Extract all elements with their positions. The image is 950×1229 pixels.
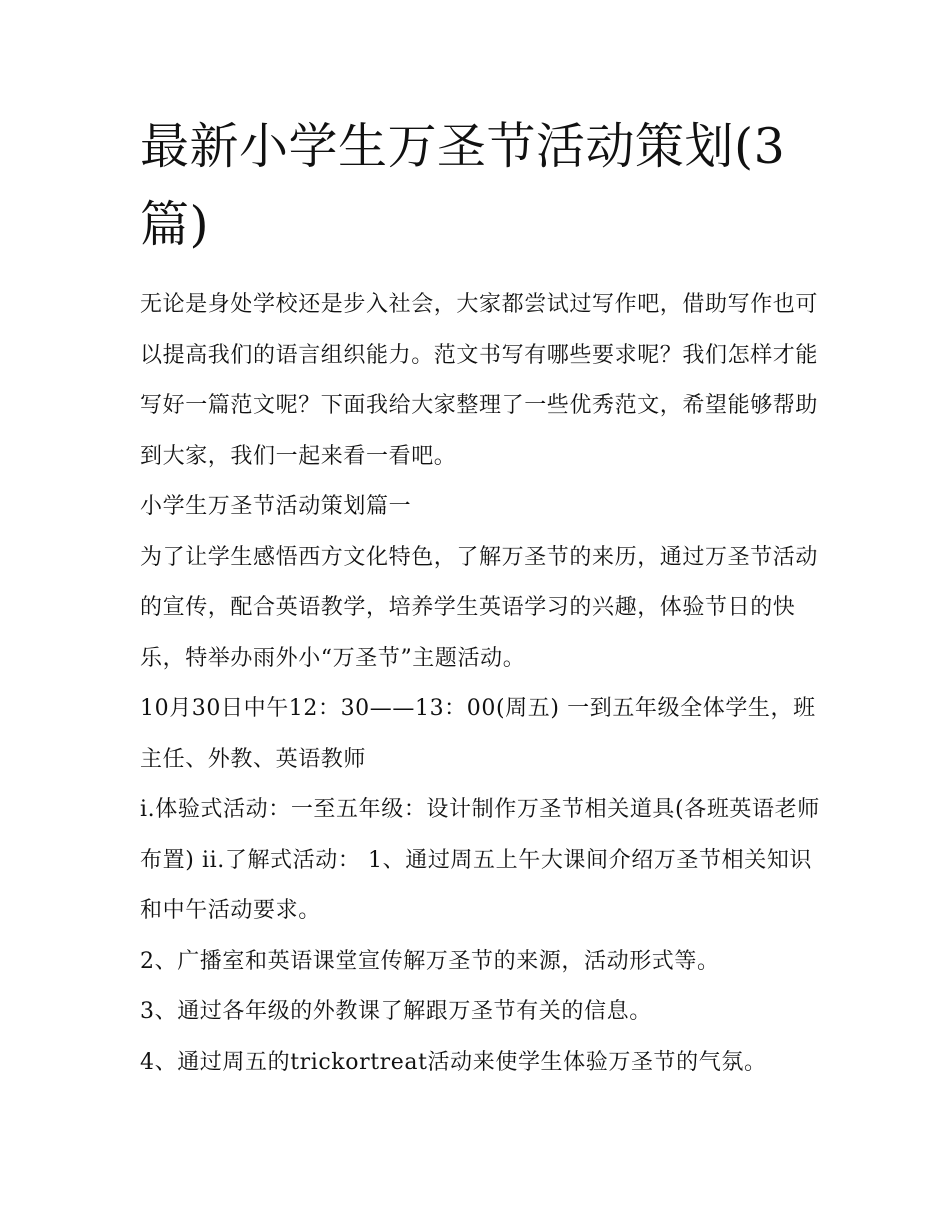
time-participants-paragraph: 10月30日中午12：30——13：00(周五) 一到五年级全体学生，班主任、外教、英语教师 xyxy=(140,696,816,772)
list-item-3: 3、通过各年级的外教课了解跟万圣节有关的信息。 xyxy=(140,999,652,1024)
intro-paragraph: 无论是身处学校还是步入社会，大家都尝试过写作吧，借助写作也可以提高我们的语言组织能力。范文书写有哪些要求呢？我们怎样才能写好一篇范文呢？下面我给大家整理了一些优秀范文，希望能够帮助到大家，我们一起来看一看吧。 xyxy=(140,292,819,469)
section-heading: 小学生万圣节活动策划篇一 xyxy=(140,494,412,519)
list-item-2: 2、广播室和英语课堂宣传解万圣节的来源，活动形式等。 xyxy=(140,948,720,974)
document-content xyxy=(140,108,820,1088)
document-body xyxy=(140,280,820,1088)
document-title: 最新小学生万圣节活动策划(3篇) xyxy=(140,118,786,253)
activity-paragraph: i.体验式活动：一至五年级：设计制作万圣节相关道具(各班英语老师布置) ii.了解式活动： 1、通过周五上午大课间介绍万圣节相关知识和中午活动要求。 xyxy=(140,797,820,923)
list-item-4: 4、通过周五的trickortreat活动来使学生体验万圣节的气氛。 xyxy=(140,1049,767,1075)
purpose-paragraph: 为了让学生感悟西方文化特色，了解万圣节的来历，通过万圣节活动的宣传，配合英语教学，培养学生英语学习的兴趣，体验节日的快乐，特举办雨外小“万圣节”主题活动。 xyxy=(140,544,819,671)
